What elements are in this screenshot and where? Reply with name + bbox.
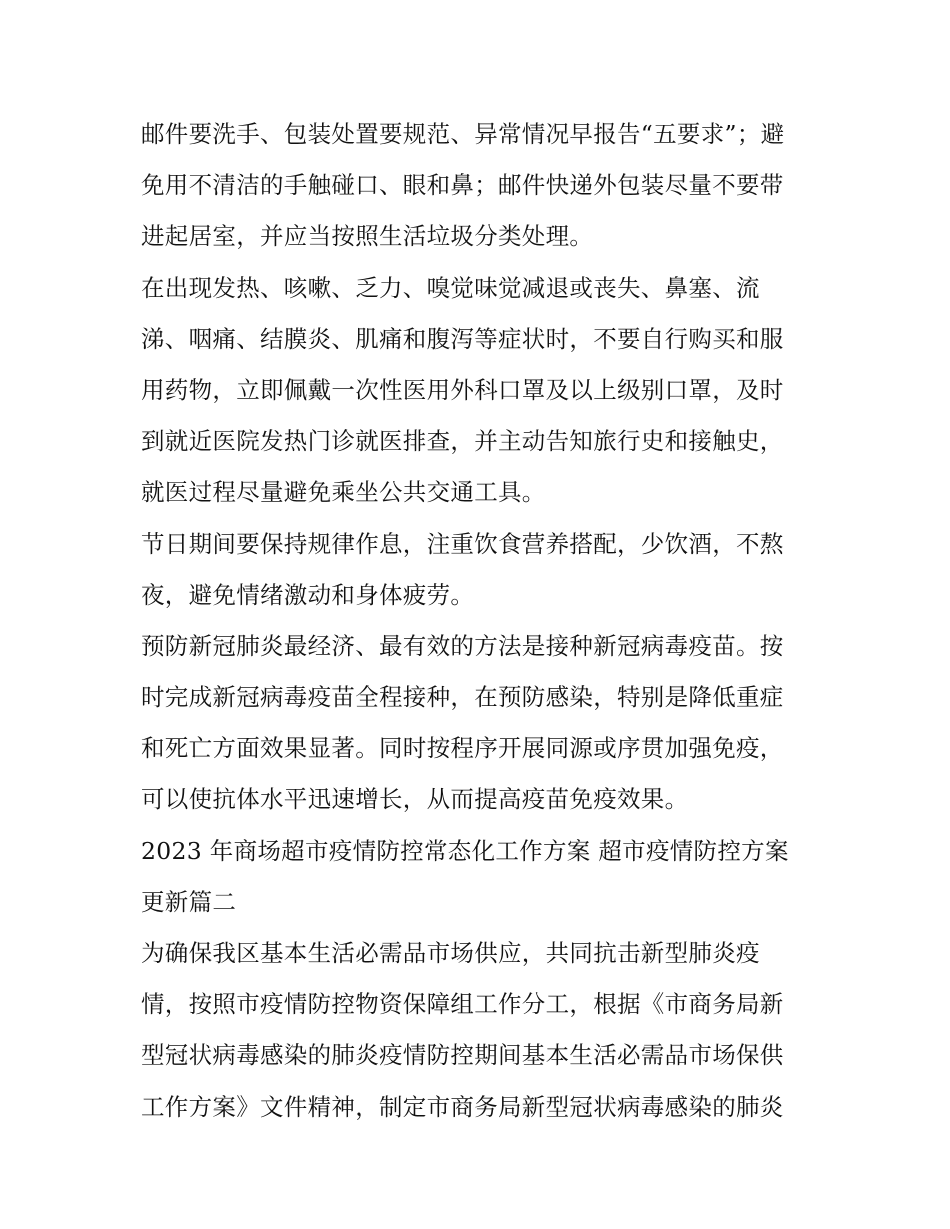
text-line: 时完成新冠病毒疫苗全程接种，在预防感染，特别是降低重症 bbox=[141, 683, 784, 712]
section-heading bbox=[141, 826, 821, 928]
text-line: 邮件要洗手、包装处置要规范、异常情况早报告“五要求”；避 bbox=[141, 120, 785, 148]
text-line: 涕、咽痛、结膜炎、肌痛和腹泻等症状时，不要自行购买和服 bbox=[141, 324, 784, 353]
text-line: 节日期间要保持规律作息，注重饮食营养搭配，少饮酒，不熬 bbox=[141, 529, 784, 558]
heading-line: 2023 年商场超市疫情防控常态化工作方案 超市疫情防控方案 bbox=[141, 836, 789, 865]
text-line: 预防新冠肺炎最经济、最有效的方法是接种新冠病毒疫苗。按 bbox=[141, 631, 784, 660]
text-line: 到就近医院发热门诊就医排查，并主动告知旅行史和接触史， bbox=[141, 427, 784, 456]
document-body bbox=[141, 109, 821, 1133]
text-line: 工作方案》文件精神，制定市商务局新型冠状病毒感染的肺炎 bbox=[141, 1092, 784, 1121]
text-line: 用药物，立即佩戴一次性医用外科口罩及以上级别口罩，及时 bbox=[141, 375, 784, 404]
paragraph-mail-hygiene bbox=[141, 109, 821, 263]
text-line: 夜，避免情绪激动和身体疲劳。 bbox=[141, 580, 475, 609]
text-line: 型冠状病毒感染的肺炎疫情防控期间基本生活必需品市场保供 bbox=[141, 1041, 784, 1070]
paragraph-symptoms bbox=[141, 263, 821, 519]
text-line: 为确保我区基本生活必需品市场供应，共同抗击新型肺炎疫 bbox=[141, 939, 760, 967]
text-line: 免用不清洁的手触碰口、眼和鼻；邮件快递外包装尽量不要带 bbox=[141, 171, 784, 200]
text-line: 情，按照市疫情防控物资保障组工作分工，根据《市商务局新 bbox=[141, 990, 784, 1019]
paragraph-market-supply bbox=[141, 928, 821, 1133]
text-line: 可以使抗体水平迅速增长，从而提高疫苗免疫效果。 bbox=[141, 785, 689, 814]
text-line: 在出现发热、咳嗽、乏力、嗅觉味觉减退或丧失、鼻塞、流 bbox=[141, 273, 760, 302]
text-line: 就医过程尽量避免乘坐公共交通工具。 bbox=[141, 478, 546, 507]
paragraph-vaccination bbox=[141, 621, 821, 826]
paragraph-holiday-routine bbox=[141, 519, 821, 621]
heading-line: 更新篇二 bbox=[141, 887, 237, 916]
text-line: 进起居室，并应当按照生活垃圾分类处理。 bbox=[141, 222, 594, 251]
text-line: 和死亡方面效果显著。同时按程序开展同源或序贯加强免疫， bbox=[141, 734, 784, 763]
